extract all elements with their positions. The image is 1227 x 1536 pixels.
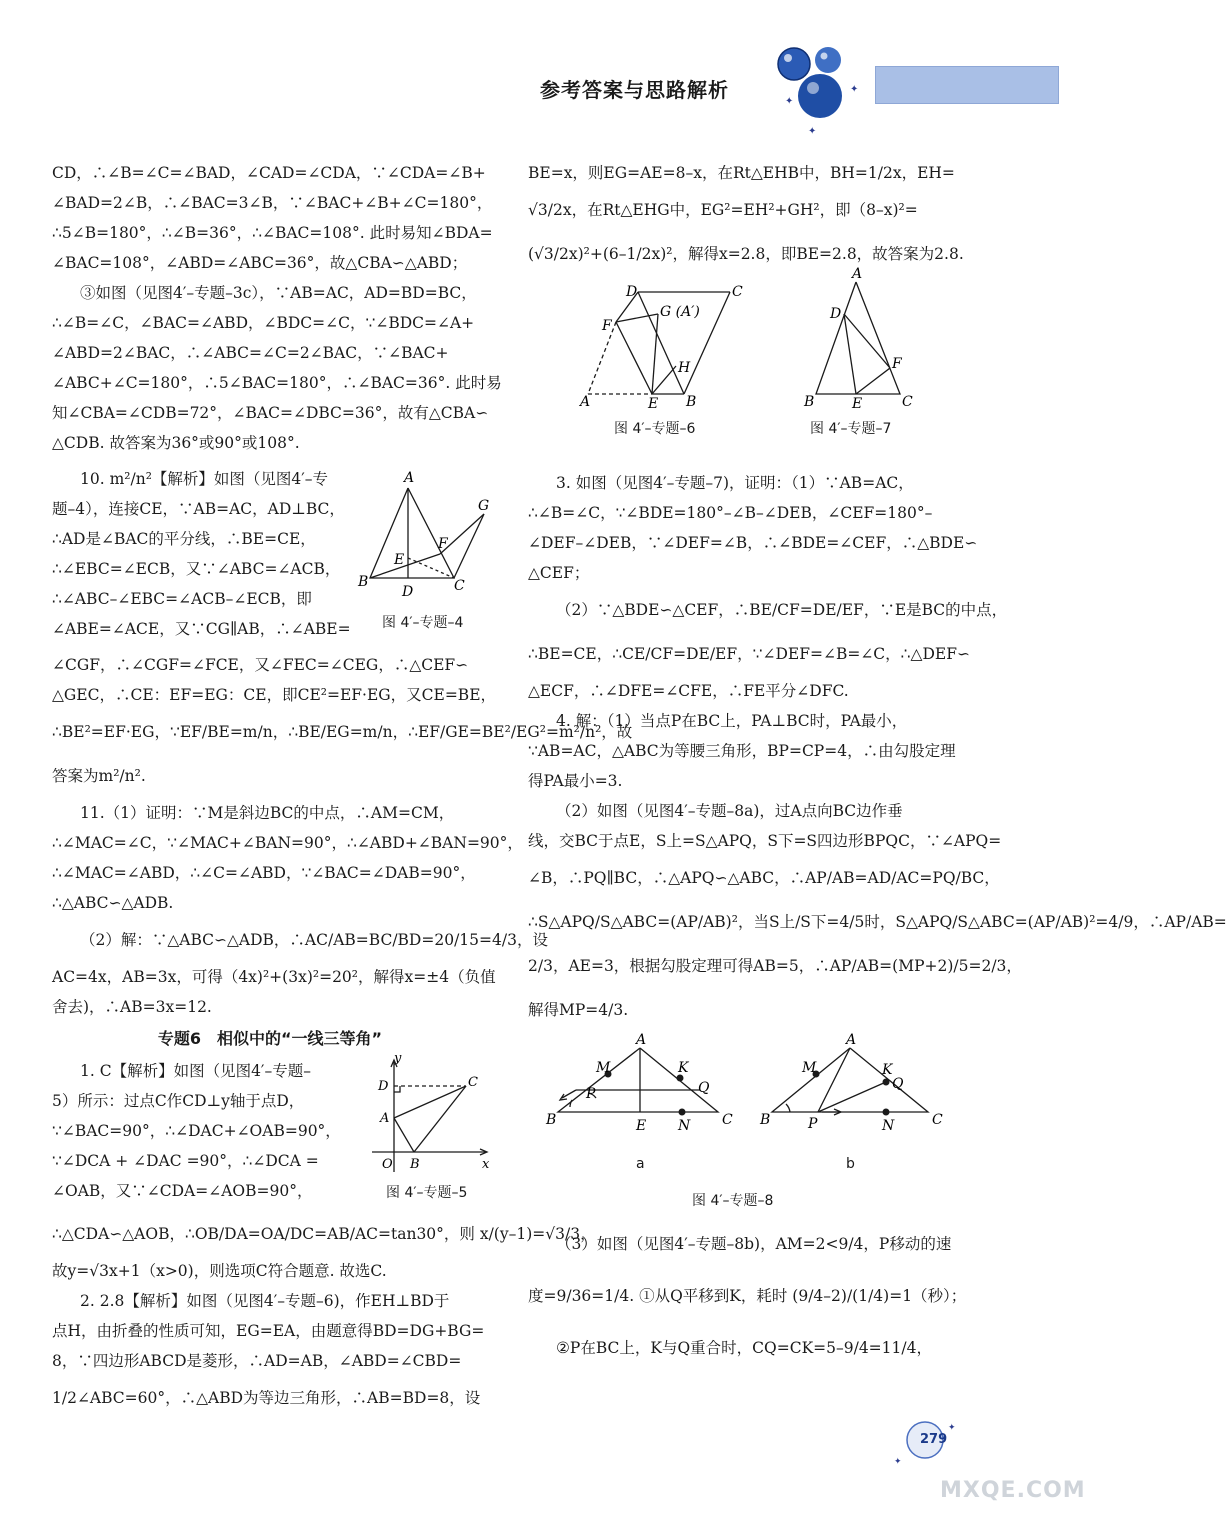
right-column: [528, 158, 1227, 1370]
figure-5-diagram: [364, 1052, 494, 1182]
fig8a-label: Q: [698, 1080, 710, 1096]
question-1-block: [52, 1051, 490, 1212]
text-line: △CDB. 故答案为36°或90°或108°.: [52, 434, 300, 452]
fig8a-label: E: [636, 1118, 647, 1134]
fig8b-label: K: [882, 1062, 893, 1078]
point-k: [883, 1079, 890, 1086]
text-line: 知∠CBA=∠CDB=72°，∠BAC=∠DBC=36°，故有△CBA∽: [52, 404, 489, 422]
text-line: 2/3，AE=3，根据勾股定理可得AB=5，∴AP/AB=(MP+2)/5=2/3，: [528, 957, 1022, 975]
text-line: ∴∠B=∠C，∵∠BDE=180°–∠B–∠DEB，∠CEF=180°–: [528, 504, 933, 522]
fig8b-label: A: [846, 1032, 857, 1048]
text-line: ∵AB=AC，△ABC为等腰三角形，BP=CP=4，∴由勾股定理: [528, 742, 956, 760]
text-line: 题–4），连接CE，∵AB=AC，AD⊥BC，: [52, 500, 345, 518]
text-line: △GEC，∴CE：EF=EG：CE，即CE²=EF·EG，又CE=BE，: [52, 686, 497, 704]
watermark: MXQE.COM: [940, 1478, 1086, 1503]
text-line: ∠ABC+∠C=180°，∴5∠BAC=180°，∴∠BAC=36°. 此时易: [52, 374, 502, 392]
bubbles-decoration-icon: [770, 42, 870, 137]
fig6-label: H: [678, 360, 691, 376]
text-line: ∠CGF，∴∠CGF=∠FCE，又∠FEC=∠CEG，∴△CEF∽: [52, 656, 469, 674]
section-title: 专题6 相似中的“一线三等角”: [157, 1029, 383, 1048]
text-line: （2）∵△BDE∽△CEF，∴BE/CF=DE/EF，∵E是BC的中点，: [556, 601, 1008, 619]
question-10-block: [52, 464, 488, 650]
text-line: （3）如图（见图4′–专题–8b)，AM=2<9/4，P移动的速: [556, 1235, 952, 1253]
text-line: 线，交BC于点E，S上=S△APQ，S下=S四边形BPQC，∵∠APQ=: [528, 832, 1002, 850]
page-number: 279: [920, 1432, 948, 1447]
text-line: 得PA最小=3.: [528, 772, 623, 790]
fig8b-label: B: [760, 1112, 771, 1128]
text-line: ∠B，∴PQ∥BC，∴△APQ∽△ABC，∴AP/AB=AD/AC=PQ/BC，: [528, 869, 1000, 887]
text-line: （2）解：∵△ABC∽△ADB，∴AC/AB=BC/BD=20/15=4/3，设: [80, 931, 548, 949]
text-line: 舍去)，∴AB=3x=12.: [52, 998, 212, 1016]
point-n: [679, 1109, 686, 1116]
fig8a-label: C: [722, 1112, 733, 1128]
fig4-label: B: [358, 574, 369, 590]
text-line: 8，∵四边形ABCD是菱形，∴AD=AB，∠ABD=∠CBD=: [52, 1352, 462, 1370]
text-line: CD，∴∠B=∠C=∠BAD，∠CAD=∠CDA，∵∠CDA=∠B+: [52, 164, 486, 182]
svg-text:✦: ✦: [785, 96, 794, 107]
fig7-label: F: [892, 356, 902, 372]
text-line: 点H，由折叠的性质可知，EG=EA，由题意得BD=DG+BG=: [52, 1322, 485, 1340]
text-line: (√3/2x)²+(6–1/2x)²，解得x=2.8，即BE=2.8，故答案为2.8.: [528, 245, 964, 263]
fig6-label: F: [602, 318, 612, 334]
point-n: [883, 1109, 890, 1116]
text-line: ②P在BC上，K与Q重合时，CQ=CK=5–9/4=11/4，: [556, 1339, 932, 1357]
text-line: 11.（1）证明：∵M是斜边BC的中点，∴AM=CM，: [80, 804, 455, 822]
text-line: 10. m²/n²【解析】如图（见图4′–专: [80, 470, 329, 488]
text-line: ∠OAB，又∵∠CDA=∠AOB=90°，: [52, 1182, 313, 1200]
figure-7-diagram: [804, 266, 924, 416]
fig7-label: A: [852, 266, 863, 282]
fig8b-label: N: [882, 1118, 895, 1134]
text-line: √3/2x，在Rt△EHG中，EG²=EH²+GH²，即（8–x)²=: [528, 201, 918, 219]
fig6-label: D: [626, 284, 638, 300]
text-line: （2）如图（见图4′–专题–8a)，过A点向BC边作垂: [556, 802, 903, 820]
text-line: ∠BAD=2∠B，∴∠BAC=3∠B，∵∠BAC+∠B+∠C=180°，: [52, 194, 493, 212]
text-line: △ECF，∴∠DFE=∠CFE，∴FE平分∠DFC.: [528, 682, 849, 700]
text-line: ∴△CDA∽△AOB，∴OB/DA=OA/DC=AB/AC=tan30°，则 x/(y–1)=√3/3，: [52, 1225, 596, 1243]
fig6-label: B: [686, 394, 697, 410]
fig4-label: C: [454, 578, 465, 594]
figure-5-caption: 图 4′–专题–5: [386, 1185, 468, 1201]
text-line: 解得MP=4/3.: [528, 1001, 629, 1019]
figure-8-block: [528, 1032, 960, 1222]
text-line: ∴BE=CE，∴CE/CF=DE/EF，∵∠DEF=∠B=∠C，∴△DEF∽: [528, 645, 970, 663]
fig8a-label: P: [586, 1086, 596, 1102]
text-line: 1. C【解析】如图（见图4′–专题–: [80, 1062, 311, 1080]
fig4-label: F: [438, 536, 448, 552]
fig6-label: G (A′): [660, 304, 700, 320]
text-line: 4. 解：（1）当点P在BC上，PA⊥BC时，PA最小，: [556, 712, 908, 730]
figure-8b-diagram: [760, 1032, 960, 1156]
fig7-label: C: [902, 394, 913, 410]
text-line: ∴∠MAC=∠ABD，∴∠C=∠ABD，∵∠BAC=∠DAB=90°，: [52, 864, 476, 882]
svg-text:✦: ✦: [808, 126, 817, 137]
figures-6-7-block: [528, 266, 960, 468]
text-line: ③如图（见图4′–专题–3c），∵AB=AC，AD=BD=BC，: [80, 284, 477, 302]
text-line: BE=x，则EG=AE=8–x，在Rt△EHB中，BH=1/2x，EH=: [528, 164, 955, 182]
fig8a-label: M: [596, 1060, 611, 1076]
figure-6-caption: 图 4′–专题–6: [614, 421, 696, 437]
text-line: ∴BE²=EF·EG，∵EF/BE=m/n，∴BE/EG=m/n，∴EF/GE=BE²/EG²=m²/n²，故: [52, 723, 633, 741]
svg-text:✦: ✦: [948, 1423, 956, 1433]
figure-8a-diagram: [546, 1032, 746, 1156]
text-line: ∠ABD=2∠BAC，∴∠ABC=∠C=2∠BAC，∵∠BAC+: [52, 344, 449, 362]
figure-4-diagram: [358, 466, 492, 616]
text-line: ∠ABE=∠ACE，又∵CG∥AB，∴∠ABE=: [52, 620, 351, 638]
fig8a-label: A: [636, 1032, 647, 1048]
fig4-label: A: [404, 470, 415, 486]
text-line: ∵∠DCA + ∠DAC =90°，∴∠DCA =: [52, 1152, 319, 1170]
fig6-label: E: [648, 396, 659, 412]
fig8b-label: Q: [892, 1076, 904, 1092]
text-line: ∴∠MAC=∠C，∵∠MAC+∠BAN=90°，∴∠ABD+∠BAN=90°，: [52, 834, 523, 852]
text-line: △CEF；: [528, 564, 590, 582]
fig5-label: y: [394, 1051, 402, 1066]
header-band: [875, 66, 1059, 104]
fig6-label: A: [580, 394, 591, 410]
fig8b-label: P: [808, 1116, 818, 1132]
fig8a-label: K: [678, 1060, 689, 1076]
figure-4-caption: 图 4′–专题–4: [382, 615, 464, 631]
text-line: 3. 如图（见图4′–专题–7)，证明：（1）∵AB=AC，: [556, 474, 914, 492]
svg-text:✦: ✦: [894, 1457, 902, 1467]
fig5-label: C: [468, 1075, 478, 1090]
text-line: ∴5∠B=180°，∴∠B=36°，∴∠BAC=108°. 此时易知∠BDA=: [52, 224, 493, 242]
fig4-label: E: [394, 552, 405, 568]
fig6-label: C: [732, 284, 743, 300]
fig8a-label: N: [678, 1118, 691, 1134]
fig5-label: A: [380, 1111, 390, 1126]
fig8a-label: B: [546, 1112, 557, 1128]
text-line: ∴∠EBC=∠ECB，又∵∠ABC=∠ACB，: [52, 560, 341, 578]
svg-text:✦: ✦: [850, 84, 859, 95]
fig7-label: B: [804, 394, 815, 410]
fig5-label: x: [482, 1157, 490, 1172]
fig5-label: O: [382, 1157, 393, 1172]
fig7-label: E: [852, 396, 863, 412]
text-line: ∴△ABC∽△ADB.: [52, 894, 174, 912]
fig5-label: B: [410, 1157, 420, 1172]
fig7-label: D: [830, 306, 842, 322]
text-line: 1/2∠ABC=60°，∴△ABD为等边三角形，∴AB=BD=8，设: [52, 1389, 481, 1407]
text-line: ∴AD是∠BAC的平分线，∴BE=CE，: [52, 530, 316, 548]
text-line: ∴∠ABC–∠EBC=∠ACB–∠ECB，即: [52, 590, 312, 608]
figure-8b-label: b: [846, 1156, 855, 1172]
text-line: AC=4x，AB=3x，可得（4x)²+(3x)²=20²，解得x=±4（负值: [52, 968, 496, 986]
text-line: ∠BAC=108°，∠ABD=∠ABC=36°，故△CBA∽△ABD；: [52, 254, 468, 272]
text-line: 故y=√3x+1（x>0)，则选项C符合题意. 故选C.: [52, 1262, 387, 1280]
text-line: 度=9/36=1/4. ①从Q平移到K，耗时 (9/4–2)/(1/4)=1（秒）；: [528, 1287, 967, 1305]
text-line: 2. 2.8【解析】如图（见图4′–专题–6)，作EH⊥BD于: [80, 1292, 450, 1310]
text-line: ∵∠BAC=90°，∴∠DAC+∠OAB=90°，: [52, 1122, 341, 1140]
fig4-label: G: [478, 498, 490, 514]
figure-8-caption: 图 4′–专题–8: [692, 1193, 774, 1209]
text-line: 5）所示：过点C作CD⊥y轴于点D，: [52, 1092, 305, 1110]
figure-8a-label: a: [636, 1156, 645, 1172]
figure-6-diagram: [580, 282, 760, 412]
text-line: 答案为m²/n².: [52, 767, 146, 785]
text-line: ∠DEF–∠DEB，∵∠DEF=∠B，∴∠BDE=∠CEF，∴△BDE∽: [528, 534, 978, 552]
fig5-label: D: [378, 1079, 389, 1094]
figure-7-caption: 图 4′–专题–7: [810, 421, 892, 437]
fig8b-label: M: [802, 1060, 817, 1076]
page-header-title: 参考答案与思路解析: [540, 78, 729, 102]
text-line: ∴∠B=∠C，∠BAC=∠ABD，∠BDC=∠C，∵∠BDC=∠A+: [52, 314, 475, 332]
text-line: ∴S△APQ/S△ABC=(AP/AB)²，当S上/S下=4/5时，S△APQ/S△ABC=(AP/AB)²=4/9，∴AP/AB=: [528, 913, 1227, 931]
fig8b-label: C: [932, 1112, 943, 1128]
fig4-label: D: [402, 584, 414, 600]
